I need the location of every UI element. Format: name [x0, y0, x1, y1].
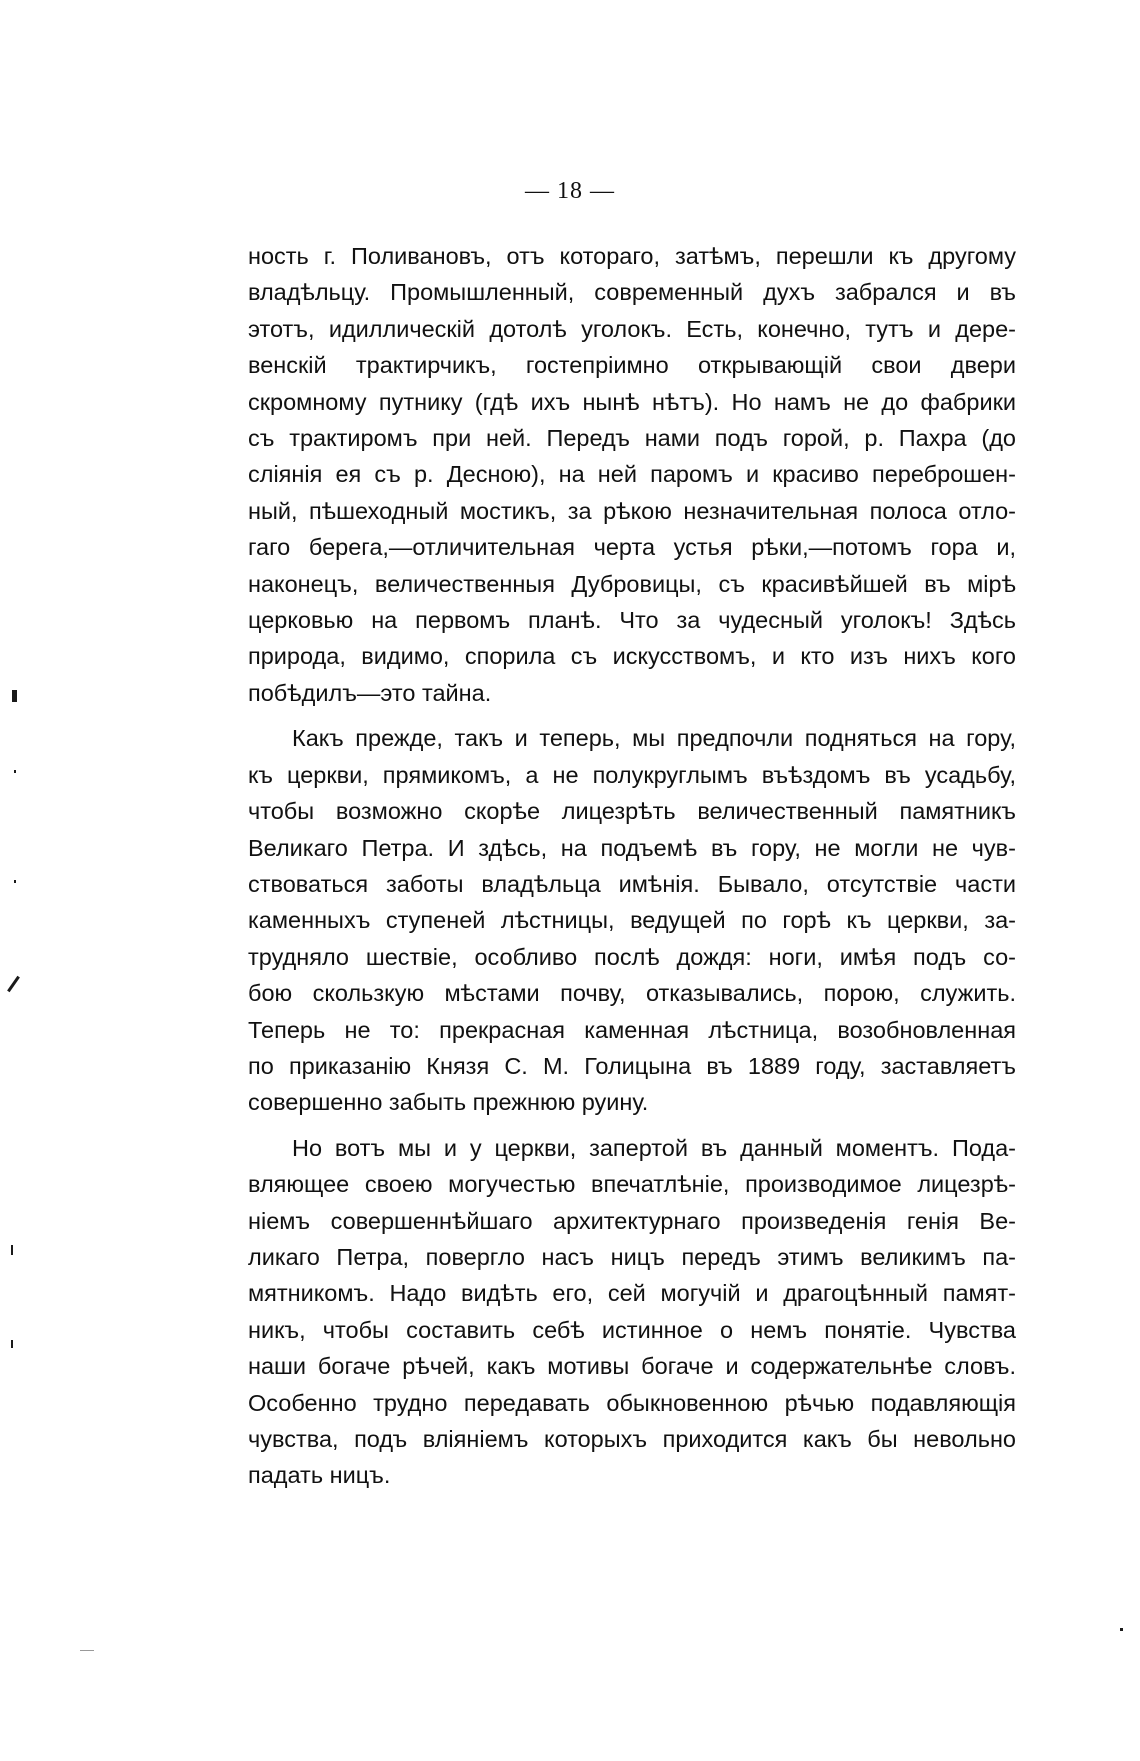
text-line: ствоваться заботы владѣльца имѣнія. Бывало, отсутствіе части — [248, 870, 1016, 897]
text-line: скромному путнику (гдѣ ихъ нынѣ нѣтъ). Но намъ не до фабрики — [248, 388, 1016, 415]
text-line: наши богаче рѣчей, какъ мотивы богаче и содержательнѣе словъ. — [248, 1353, 1016, 1380]
text-line: этотъ, идиллическій дотолѣ уголокъ. Есть, конечно, тутъ и дере- — [248, 315, 1016, 342]
text-line: Теперь не то: прекрасная каменная лѣстница, возобновленная — [248, 1016, 1016, 1043]
text-line: церковью на первомъ планѣ. Что за чудесный уголокъ! Здѣсь — [248, 607, 1016, 634]
text-line: ный, пѣшеходный мостикъ, за рѣкою незначительная полоса отло- — [248, 497, 1016, 524]
scan-speck — [14, 770, 16, 773]
text-line: чтобы возможно скорѣе лицезрѣть величественный памятникъ — [248, 798, 1016, 825]
text-line: падать ницъ. — [248, 1462, 391, 1489]
text-line: мятникомъ. Надо видѣть его, сей могучій и драгоцѣнный памят- — [248, 1280, 1016, 1307]
text-line: ликаго Петра, повергло насъ ницъ передъ этимъ великимъ па- — [248, 1243, 1016, 1270]
text-line: побѣдилъ—это тайна. — [248, 679, 492, 706]
scan-speck — [11, 1245, 13, 1255]
text-line: Особенно трудно передавать обыкновенною рѣчью подавляющія — [248, 1389, 1016, 1416]
page-number: — 18 — — [525, 178, 615, 204]
body-text — [248, 238, 1016, 1494]
scan-speck — [11, 1340, 13, 1348]
text-line: бою скользкую мѣстами почву, отказывались, порою, служить. — [248, 980, 1016, 1007]
text-line: венскій трактирчикъ, гостепріимно открывающій свои двери — [248, 352, 1016, 379]
text-line: Великаго Петра. И здѣсь, на подъемѣ въ гору, не могли не чув- — [248, 834, 1016, 861]
text-line: Но вотъ мы и у церкви, запертой въ данный моментъ. Пода- — [292, 1134, 1016, 1161]
text-line: трудняло шествіе, особливо послѣ дождя: ноги, имѣя подъ со- — [248, 943, 1016, 970]
text-line: ность г. Поливановъ, отъ котораго, затѣмъ, перешли къ другому — [248, 243, 1016, 269]
text-line: чувства, подъ вліяніемъ которыхъ приходится какъ бы невольно — [248, 1426, 1016, 1452]
text-line: къ церкви, прямикомъ, а не полукруглымъ въѣздомъ въ усадьбу, — [248, 761, 1016, 788]
scan-speck — [12, 690, 17, 702]
text-line: съ трактиромъ при ней. Передъ нами подъ горой, р. Пахра (до — [248, 425, 1016, 452]
text-line: сліянія ея съ р. Десною), на ней паромъ и красиво переброшен- — [248, 461, 1016, 488]
scan-speck — [7, 976, 20, 992]
paragraph-3 — [248, 1130, 1016, 1494]
text-line: совершенно забыть прежнюю руину. — [248, 1089, 649, 1116]
text-line: наконецъ, величественныя Дубровицы, съ красивѣйшей въ мірѣ — [248, 570, 1016, 597]
text-line: природа, видимо, спорила съ искусствомъ, и кто изъ нихъ кого — [248, 643, 1016, 670]
text-line: каменныхъ ступеней лѣстницы, ведущей по горѣ къ церкви, за- — [248, 907, 1016, 934]
paragraph-2 — [248, 720, 1016, 1120]
scan-speck — [80, 1650, 94, 1651]
paragraph-1 — [248, 238, 1016, 711]
scan-speck — [1120, 1628, 1123, 1631]
text-line: никъ, чтобы составить себѣ истинное о немъ понятіе. Чувства — [248, 1316, 1016, 1343]
scan-speck — [14, 880, 16, 883]
text-line: ніемъ совершеннѣйшаго архитектурнаго произведенія генія Ве- — [248, 1207, 1016, 1234]
text-line: по приказанію Князя С. М. Голицына въ 1889 году, заставляетъ — [248, 1052, 1016, 1079]
text-line: Какъ прежде, такъ и теперь, мы предпочли подняться на гору, — [292, 725, 1016, 752]
text-line: вляющее своею могучестью впечатлѣніе, производимое лицезрѣ- — [248, 1171, 1016, 1198]
text-line: владѣльцу. Промышленный, современный духъ забрался и въ — [248, 279, 1016, 306]
text-line: гаго берега,—отличительная черта устья рѣки,—потомъ гора и, — [248, 534, 1016, 561]
